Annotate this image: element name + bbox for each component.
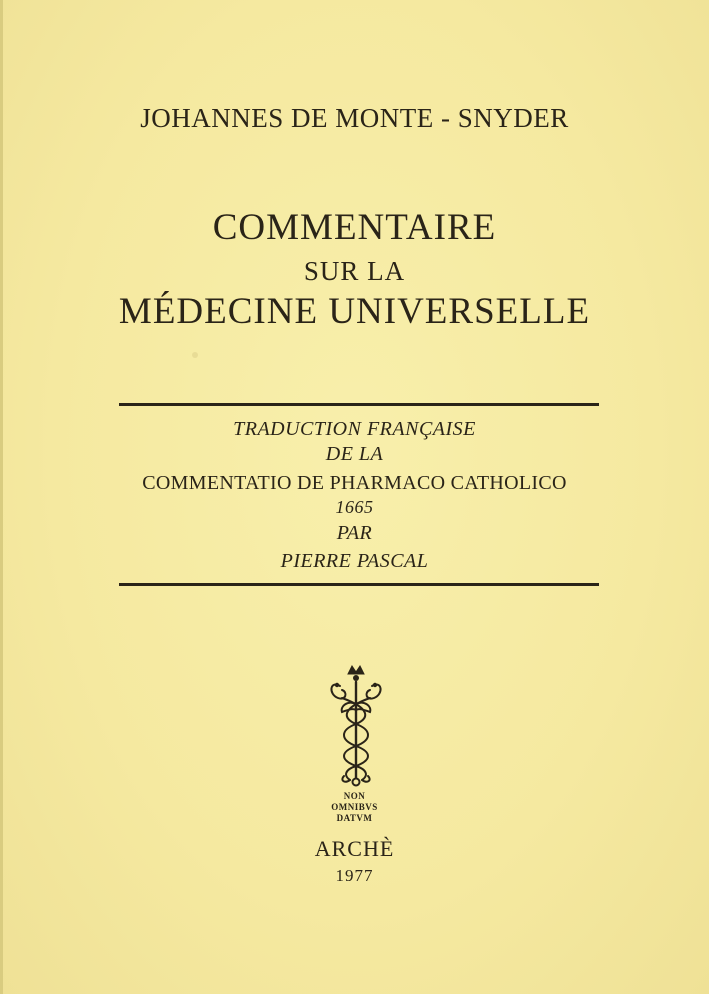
title-line-3: MÉDECINE UNIVERSELLE [118, 291, 591, 332]
subtitle-year: 1665 [335, 497, 374, 517]
subtitle-line-5: PAR [336, 522, 373, 544]
emblem-motto-line-2: OMNIBVS [331, 802, 378, 812]
divider-bottom [119, 583, 599, 586]
subtitle-line-3: COMMENTATIO DE PHARMACO CATHOLICO [142, 472, 567, 494]
publisher-name: ARCHÈ [314, 836, 395, 861]
author-name: JOHANNES DE MONTE - SNYDER [140, 103, 569, 133]
emblem-motto-line-3: DATVM [336, 813, 373, 823]
divider-top [119, 403, 599, 406]
subtitle-line-2: DE LA [325, 443, 384, 465]
title-line-1: COMMENTAIRE [212, 207, 497, 248]
translator-name: PIERRE PASCAL [280, 550, 429, 572]
caduceus-icon [318, 660, 394, 790]
title-line-2: SUR LA [303, 256, 406, 286]
emblem-motto-line-1: NON [343, 791, 366, 801]
subtitle-line-1: TRADUCTION FRANÇAISE [233, 418, 476, 440]
publication-year: 1977 [335, 866, 374, 885]
paper-speck [192, 352, 198, 358]
